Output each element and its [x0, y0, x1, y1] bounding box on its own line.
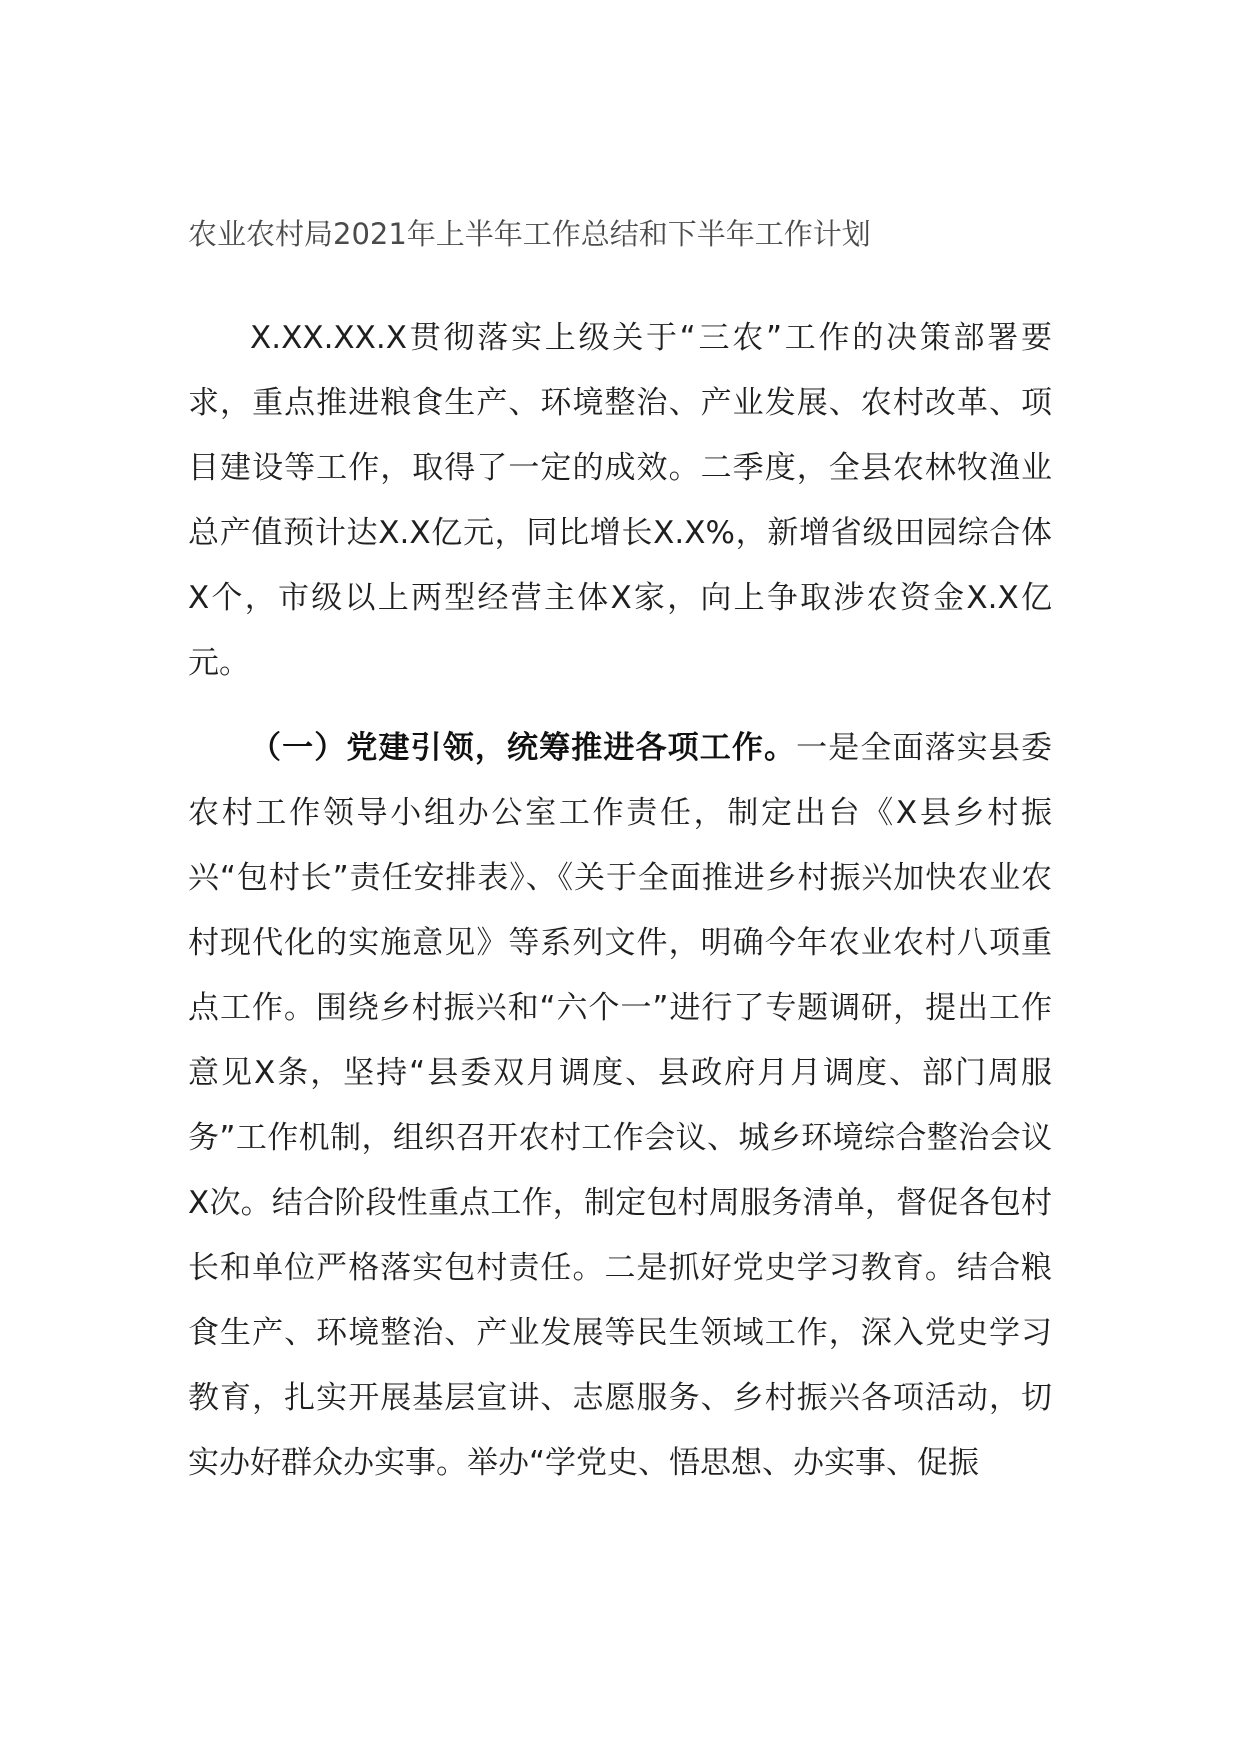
document-body: [188, 216, 1052, 1496]
paragraph-party-building-body: 一是全面落实县委农村工作领导小组办公室工作责任，制定出台《X县乡村振兴“包村长”责任安排表》、《关于全面推进乡村振兴加快农业农村现代化的实施意见》等系列文件，明确今年农业农村八项重点工作。围绕乡村振兴和“六个一”进行了专题调研，提出工作意见X条，坚持“县委双月调度、县政府月月调度、部门周服务”工作机制，组织召开农村工作会议、城乡环境综合整治会议X次。结合阶段性重点工作，制定包村周服务清单，督促各包村长和单位严格落实包村责任。二是抓好党史学习教育。结合粮食生产、环境整治、产业发展等民生领域工作，深入党史学习教育，扎实开展基层宣讲、志愿服务、乡村振兴各项活动，切实办好群众办实事。举办“学党史、悟思想、办实事、促振: [188, 730, 1052, 1481]
paragraph-summary: X.XX.XX.X贯彻落实上级关于“三农”工作的决策部署要求，重点推进粮食生产、环境整治、产业发展、农村改革、项目建设等工作，取得了一定的成效。二季度，全县农林牧渔业总产值预计达X.X亿元，同比增长X.X%，新增省级田园综合体X个，市级以上两型经营主体X家，向上争取涉农资金X.X亿元。: [188, 320, 1052, 681]
document-title: 农业农村局2021年上半年工作总结和下半年工作计划: [188, 217, 871, 251]
paragraph-party-building: [188, 716, 1052, 1496]
section-heading-party-building: （一）党建引领，统筹推进各项工作。: [250, 730, 797, 766]
